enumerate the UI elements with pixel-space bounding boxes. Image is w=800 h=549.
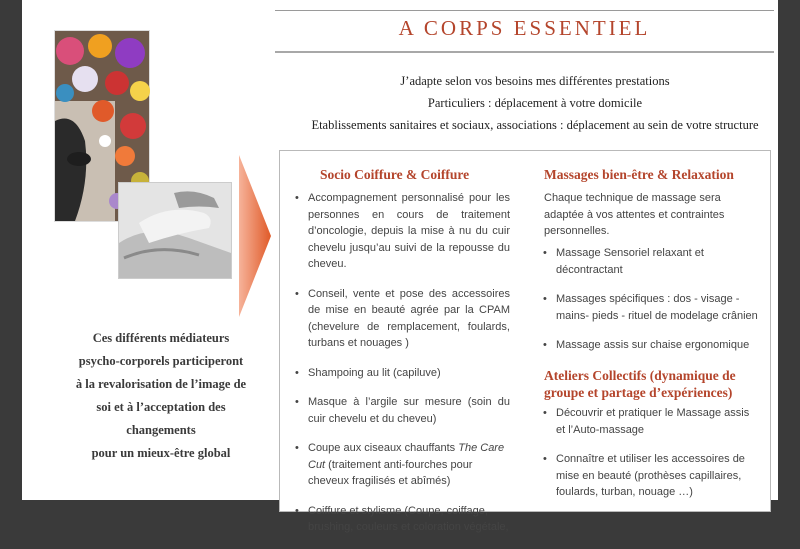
- intro-line-3: Etablissements sanitaires et sociaux, associations : déplacement au sein de votre structure: [311, 118, 759, 132]
- socio-coiffure-heading: Socio Coiffure & Coiffure: [320, 167, 470, 182]
- massages-heading: Massages bien-être & Relaxation: [544, 167, 734, 182]
- massages-list: [542, 245, 758, 367]
- intro-line-2: Particuliers : déplacement à votre domicile: [427, 96, 643, 110]
- massages-intro: Chaque technique de massage sera adaptée à vos attentes et contraintes personnelles.: [544, 192, 725, 237]
- header-top-rule: [275, 10, 774, 11]
- list-item: • Accompagnement personnalisé pour les personnes en cours de traitement d’oncologie, depuis la mise à nu du cuir chevelu jusqu’au suivi de la repousse du cheveu.: [295, 192, 510, 270]
- list-item: • Masque à l’argile sur mesure (soin du cuir chevelu et du cheveu): [295, 396, 510, 425]
- caption-line: Ces différents médiateurs: [92, 331, 230, 345]
- coiffure-list: [294, 190, 510, 549]
- document-page: [22, 0, 778, 533]
- list-item: • Coiffure et stylisme (Coupe, coiffage, brushing, couleurs et coloration végétale,: [295, 504, 509, 533]
- caption-line: changements: [126, 423, 196, 437]
- ateliers-list: [542, 405, 758, 514]
- caption-line: à la revalorisation de l’image de: [75, 377, 247, 391]
- list-item: • Massage Sensoriel relaxant et décontractant: [543, 247, 704, 276]
- list-item: • Conseil, vente et pose des accessoires de mise en beauté agrée par la CPAM (chevelure de remplacement, foulards, turbans et nouages ): [295, 287, 510, 349]
- list-item: • Massages spécifiques : dos - visage - mains- pieds - rituel de modelage crânien: [543, 293, 758, 322]
- list-item: • Connaître et utiliser les accessoires de mise en beauté (prothèses capillaires, foulards, turban, nouage …): [543, 453, 745, 498]
- ateliers-heading: Ateliers Collectifs (dynamique de groupe et partage d’expériences): [544, 368, 736, 400]
- caption-line: soi et à l’acceptation des: [96, 400, 226, 414]
- pointer-arrow-icon: [237, 155, 273, 317]
- left-caption: [50, 327, 272, 465]
- list-item: • Coupe aux ciseaux chauffants The Care Cut (traitement anti-fourches pour cheveux fragilisés et abîmés): [295, 442, 505, 487]
- header-bottom-rule: [275, 51, 774, 53]
- list-item: • Shampoing au lit (capiluve): [295, 366, 441, 379]
- services-panel: [279, 150, 771, 533]
- intro-line-1: J’adapte selon vos besoins mes différentes prestations: [400, 74, 670, 88]
- list-item: • Massage assis sur chaise ergonomique: [543, 339, 750, 351]
- list-item: • Découvrir et pratiquer le Massage assis et l’Auto-massage: [543, 407, 750, 436]
- page-title: A CORPS ESSENTIEL: [398, 16, 651, 40]
- caption-line: pour un mieux-être global: [91, 446, 231, 460]
- massage-hands-photo: [118, 182, 232, 279]
- caption-line: psycho-corporels participeront: [78, 354, 244, 368]
